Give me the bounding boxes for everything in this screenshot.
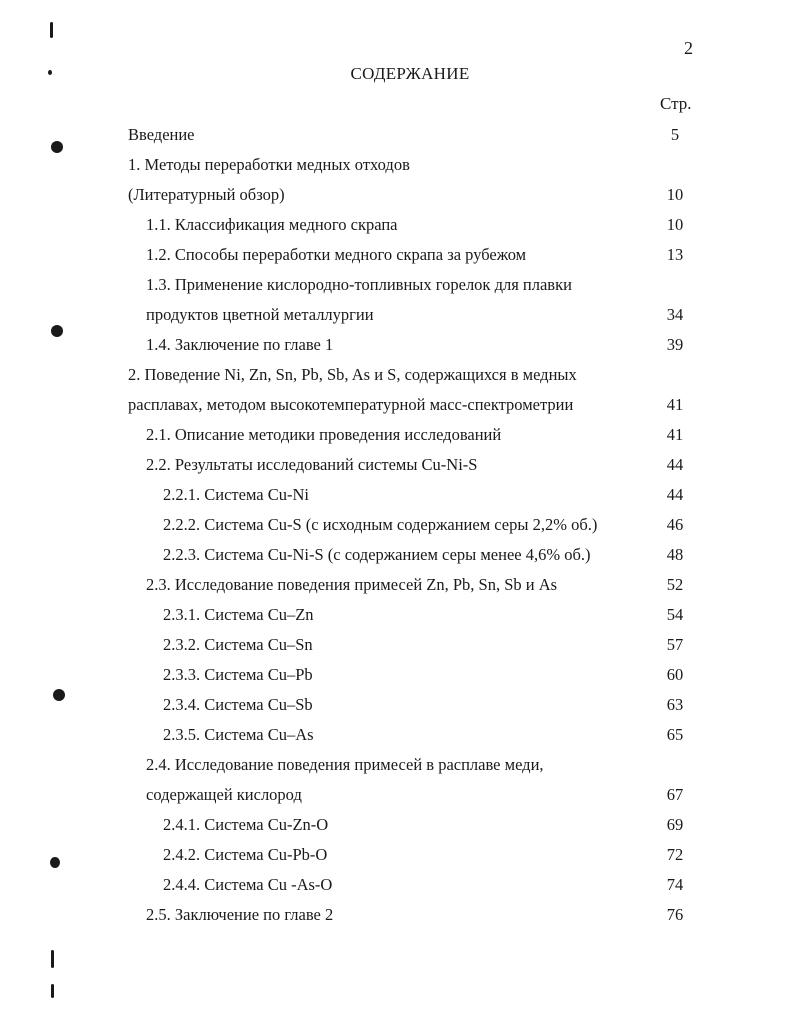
binder-hole-mark	[51, 325, 63, 337]
toc-entry-label: расплавах, методом высокотемпературной масс-спектрометрии	[128, 395, 574, 414]
toc-entry-page: 39	[666, 335, 684, 354]
toc-entry-label: 2.4.4. Система Cu -As-O	[163, 875, 333, 894]
toc-entry	[0, 390, 792, 420]
toc-entry-label: 2.2.2. Система Cu-S (с исходным содержанием серы 2,2% об.)	[163, 515, 598, 534]
toc-entry-label: 2.2. Результаты исследований системы Cu-Ni-S	[146, 455, 478, 474]
toc-entry-label: 2.3.5. Система Cu–As	[163, 725, 314, 744]
toc-entry-label: содержащей кислород	[146, 785, 302, 804]
toc-entry-page: 69	[666, 815, 684, 834]
toc-entry-page: 44	[666, 485, 684, 504]
toc-entry-page: 60	[666, 665, 684, 684]
page-title: СОДЕРЖАНИЕ	[350, 64, 470, 83]
toc-entry	[0, 810, 792, 840]
toc-entry-page: 48	[666, 545, 684, 564]
toc-entry-label: 1.2. Способы переработки медного скрапа за рубежом	[146, 245, 527, 264]
toc-entry	[0, 870, 792, 900]
toc-entry-page: 72	[666, 845, 684, 864]
toc-entry	[0, 750, 792, 780]
page-column-header: Стр.	[660, 94, 692, 113]
toc-entry-page: 67	[666, 785, 684, 804]
binder-hole-mark	[53, 689, 65, 701]
toc-entry	[0, 300, 792, 330]
page-number: 2	[684, 38, 693, 58]
toc-entry-page: 74	[666, 875, 684, 894]
toc-entry-page: 54	[666, 605, 684, 624]
toc-entry	[0, 210, 792, 240]
toc-entry-page: 13	[666, 245, 684, 264]
toc-entry	[0, 480, 792, 510]
toc-entry-page: 10	[666, 215, 684, 234]
toc-entry-page: 57	[666, 635, 684, 654]
toc-entry-page: 41	[666, 425, 684, 444]
scan-mark	[51, 984, 54, 998]
toc-entry	[0, 840, 792, 870]
toc-entry	[0, 150, 792, 180]
toc-entry-label: 1.1. Классификация медного скрапа	[146, 215, 398, 234]
toc-entry-label: 2.3.2. Система Cu–Sn	[163, 635, 313, 654]
toc-entry-label: 2. Поведение Ni, Zn, Sn, Pb, Sb, As и S, содержащихся в медных	[128, 365, 577, 384]
toc-entry	[0, 420, 792, 450]
binder-hole-mark	[51, 141, 63, 153]
toc-entry	[0, 720, 792, 750]
toc-entry-page: 76	[666, 905, 684, 924]
toc-entry-page: 5	[670, 125, 680, 144]
table-of-contents	[0, 120, 792, 930]
toc-entry-label: продуктов цветной металлургии	[146, 305, 374, 324]
toc-entry-label: 1.3. Применение кислородно-топливных горелок для плавки	[146, 275, 572, 294]
toc-entry-page: 34	[666, 305, 684, 324]
toc-entry	[0, 540, 792, 570]
toc-entry-label: 2.2.3. Система Cu-Ni-S (с содержанием серы менее 4,6% об.)	[163, 545, 591, 564]
toc-entry-page: 52	[666, 575, 684, 594]
toc-entry-page: 63	[666, 695, 684, 714]
toc-entry-label: 2.4.2. Система Cu-Pb-O	[163, 845, 328, 864]
toc-entry	[0, 690, 792, 720]
toc-entry	[0, 630, 792, 660]
toc-entry	[0, 570, 792, 600]
toc-entry	[0, 600, 792, 630]
toc-entry-label: 2.3. Исследование поведения примесей Zn, Pb, Sn, Sb и As	[146, 575, 558, 594]
scan-mark	[51, 950, 54, 968]
binder-hole-mark	[50, 857, 60, 868]
toc-entry-label: 2.3.4. Система Cu–Sb	[163, 695, 313, 714]
toc-entry-page: 44	[666, 455, 684, 474]
toc-entry-label: 1.4. Заключение по главе 1	[146, 335, 334, 354]
toc-entry	[0, 510, 792, 540]
scan-mark	[50, 22, 53, 38]
toc-entry	[0, 240, 792, 270]
toc-entry-label: 2.2.1. Система Cu-Ni	[163, 485, 309, 504]
toc-entry	[0, 900, 792, 930]
toc-entry	[0, 360, 792, 390]
toc-entry-page: 65	[666, 725, 684, 744]
toc-entry-label: 2.4. Исследование поведения примесей в расплаве меди,	[146, 755, 544, 774]
toc-entry	[0, 660, 792, 690]
toc-entry	[0, 180, 792, 210]
toc-entry-label: Введение	[128, 125, 195, 144]
toc-entry-page: 46	[666, 515, 684, 534]
toc-entry-page: 41	[666, 395, 684, 414]
toc-entry-label: 1. Методы переработки медных отходов	[128, 155, 410, 174]
toc-entry	[0, 450, 792, 480]
toc-entry	[0, 270, 792, 300]
toc-entry-label: 2.5. Заключение по главе 2	[146, 905, 334, 924]
scan-mark	[48, 70, 52, 75]
toc-entry-label: 2.1. Описание методики проведения исследований	[146, 425, 502, 444]
toc-entry-label: 2.3.1. Система Cu–Zn	[163, 605, 314, 624]
toc-entry	[0, 780, 792, 810]
toc-entry-label: 2.4.1. Система Cu-Zn-O	[163, 815, 329, 834]
toc-entry-page: 10	[666, 185, 684, 204]
toc-entry-label: 2.3.3. Система Cu–Pb	[163, 665, 313, 684]
toc-entry-label: (Литературный обзор)	[128, 185, 285, 204]
toc-entry	[0, 120, 792, 150]
toc-entry	[0, 330, 792, 360]
